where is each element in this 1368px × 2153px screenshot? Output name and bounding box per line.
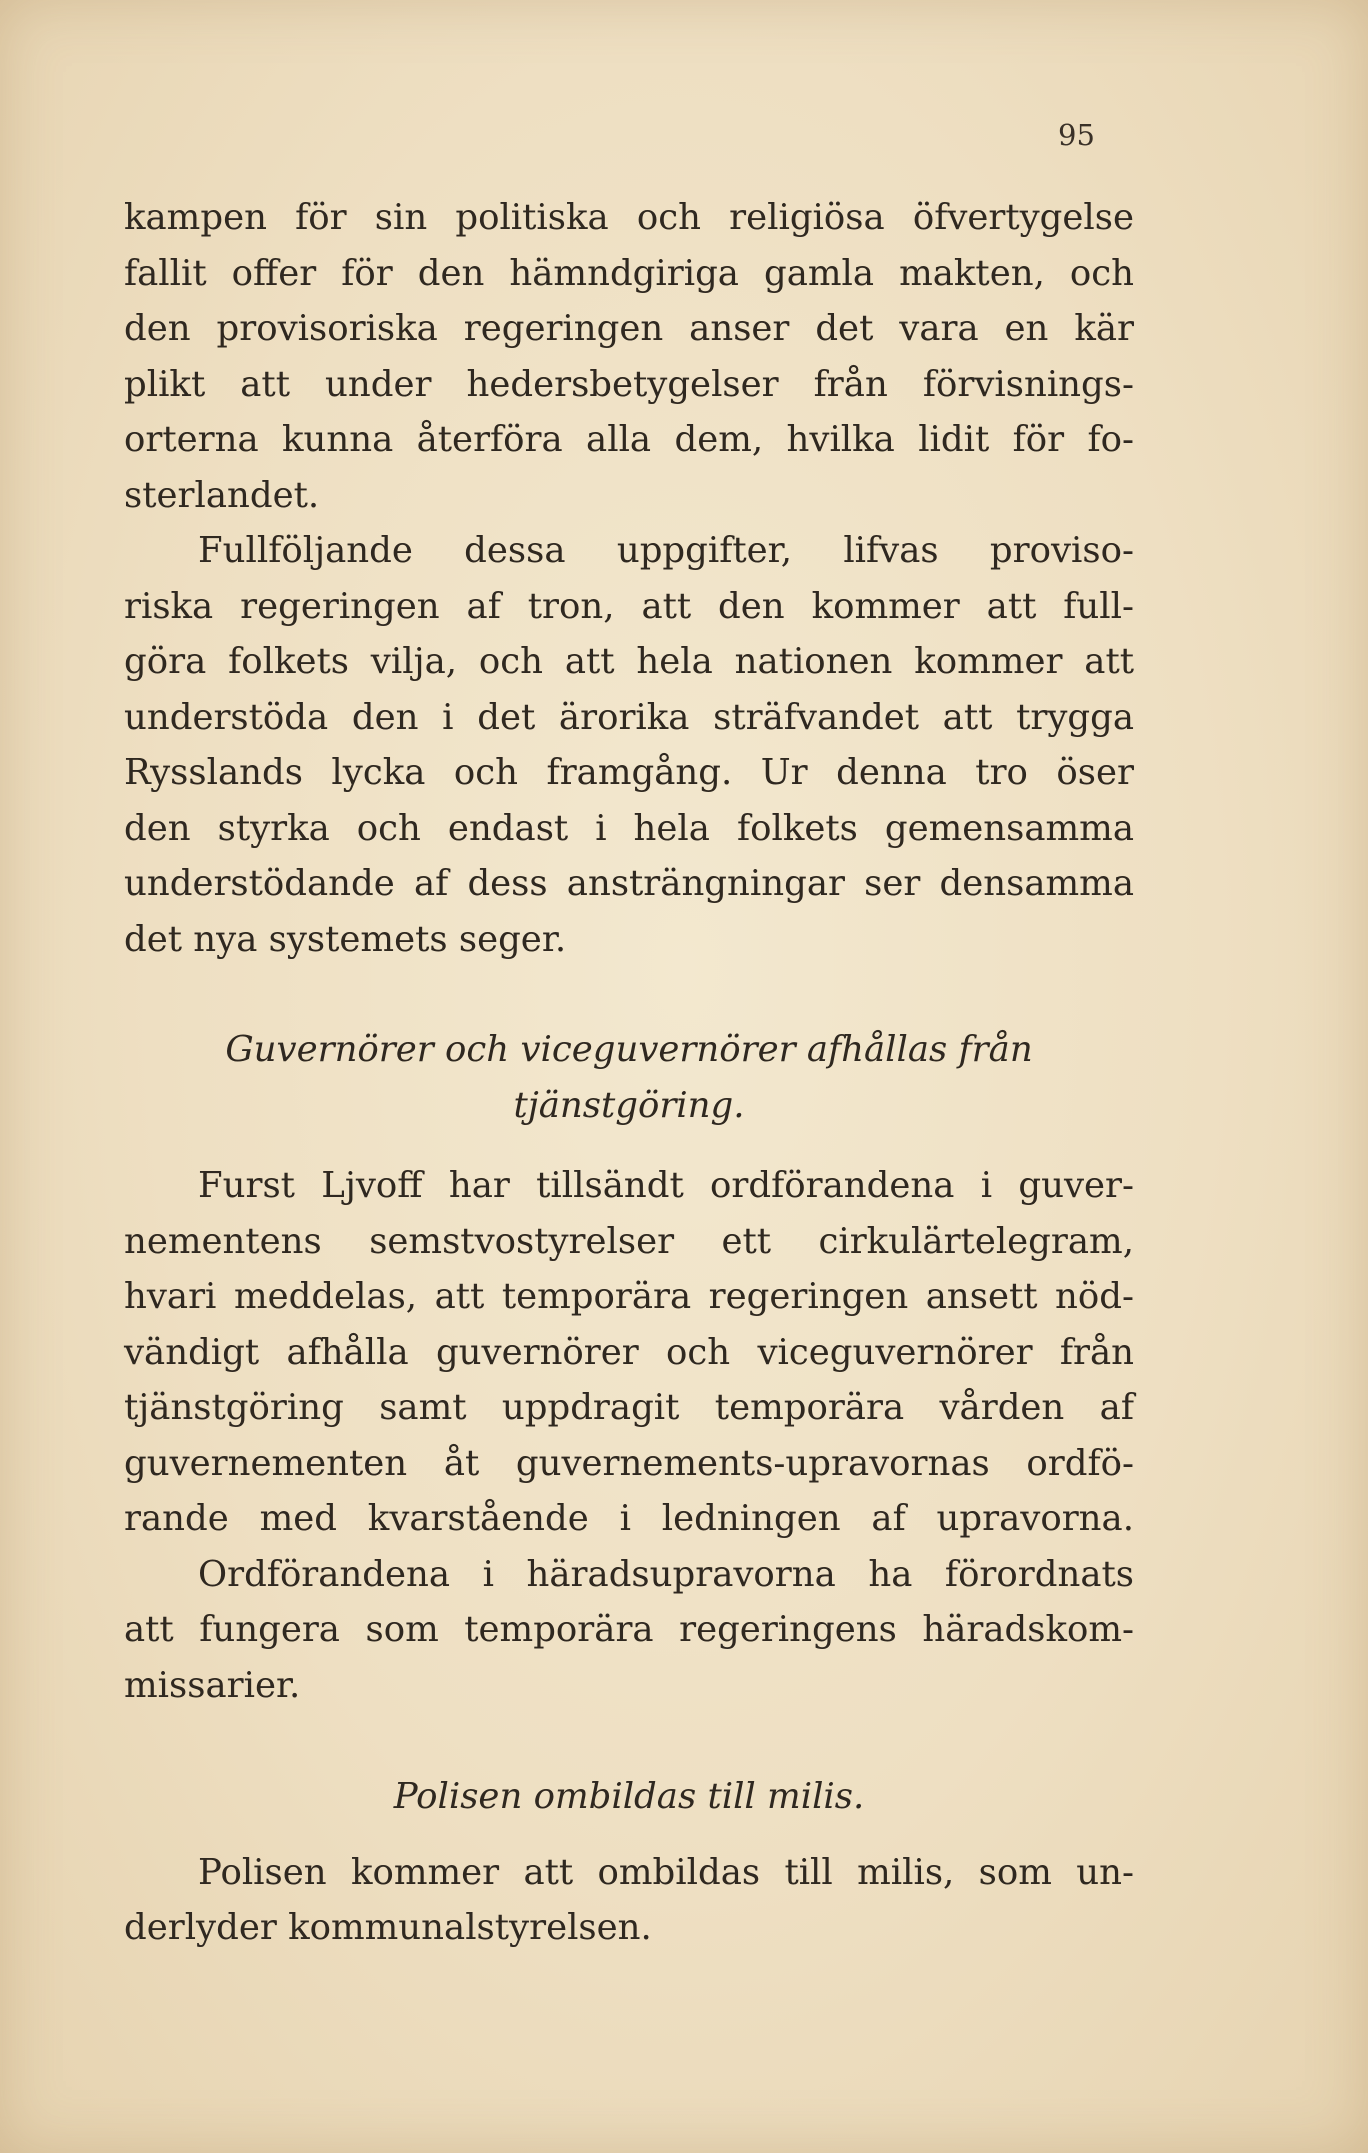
text-line: Ordförandena i häradsupravorna ha förordnats — [198, 1553, 1134, 1595]
text-line: att fungera som temporära regeringens häradskom- — [124, 1609, 1134, 1650]
text-line: Fullföljande dessa uppgifter, lifvas proviso- — [198, 530, 1134, 571]
page-content — [124, 190, 1134, 1956]
heading-line: Guvernörer och viceguvernörer afhållas från — [225, 1029, 1033, 1070]
paragraph-governors — [124, 1158, 1134, 1713]
text-line: understödande af dess ansträngningar ser densamma — [124, 863, 1134, 904]
text-line: orterna kunna återföra alla dem, hvilka lidit för fo- — [124, 419, 1134, 460]
heading-line: tjänstgöring. — [513, 1084, 745, 1126]
text-line: rande med kvarstående i ledningen af upravorna. — [124, 1498, 1134, 1539]
text-line: nementens semstvostyrelser ett cirkulärtelegram, — [124, 1220, 1134, 1262]
text-line: Rysslands lycka och framgång. Ur denna tro öser — [124, 752, 1134, 793]
paragraph-police — [124, 1845, 1134, 1956]
text-line: det nya systemets seger. — [124, 918, 567, 960]
page-number: 95 — [1058, 118, 1095, 152]
text-line: missarier. — [124, 1664, 301, 1706]
text-line: kampen för sin politiska och religiösa öfvertygelse — [124, 197, 1134, 238]
text-line: hvari meddelas, att temporära regeringen ansett nöd- — [124, 1276, 1134, 1317]
text-line: Furst Ljvoff har tillsändt ordförandena i guver- — [198, 1165, 1134, 1206]
text-line: tjänstgöring samt uppdragit temporära vården af — [124, 1387, 1134, 1428]
text-line: riska regeringen af tron, att den kommer att full- — [124, 585, 1134, 627]
paragraph-provisional-government — [124, 523, 1134, 967]
text-line: Polisen kommer att ombildas till milis, som un- — [198, 1851, 1134, 1893]
text-line: derlyder kommunalstyrelsen. — [124, 1907, 652, 1948]
text-line: göra folkets vilja, och att hela nationen kommer att — [124, 641, 1134, 682]
text-line: plikt att under hedersbetygelser från förvisnings- — [124, 363, 1134, 405]
paragraph-continuation — [124, 190, 1134, 523]
text-line: sterlandet. — [124, 474, 320, 516]
text-line: den provisoriska regeringen anser det vara en kär — [124, 308, 1134, 349]
text-line: vändigt afhålla guvernörer och viceguvernörer från — [124, 1331, 1134, 1373]
text-line: understöda den i det ärorika sträfvandet att trygga — [124, 696, 1134, 738]
text-line: den styrka och endast i hela folkets gemensamma — [124, 807, 1134, 849]
text-line: guvernementen åt guvernements-upravornas ordfö- — [124, 1442, 1134, 1484]
text-line: fallit offer för den hämndgiriga gamla makten, och — [124, 252, 1134, 294]
heading-line: Polisen ombildas till milis. — [393, 1776, 865, 1817]
section-heading-governors — [124, 1022, 1134, 1133]
section-heading-police — [124, 1769, 1134, 1825]
